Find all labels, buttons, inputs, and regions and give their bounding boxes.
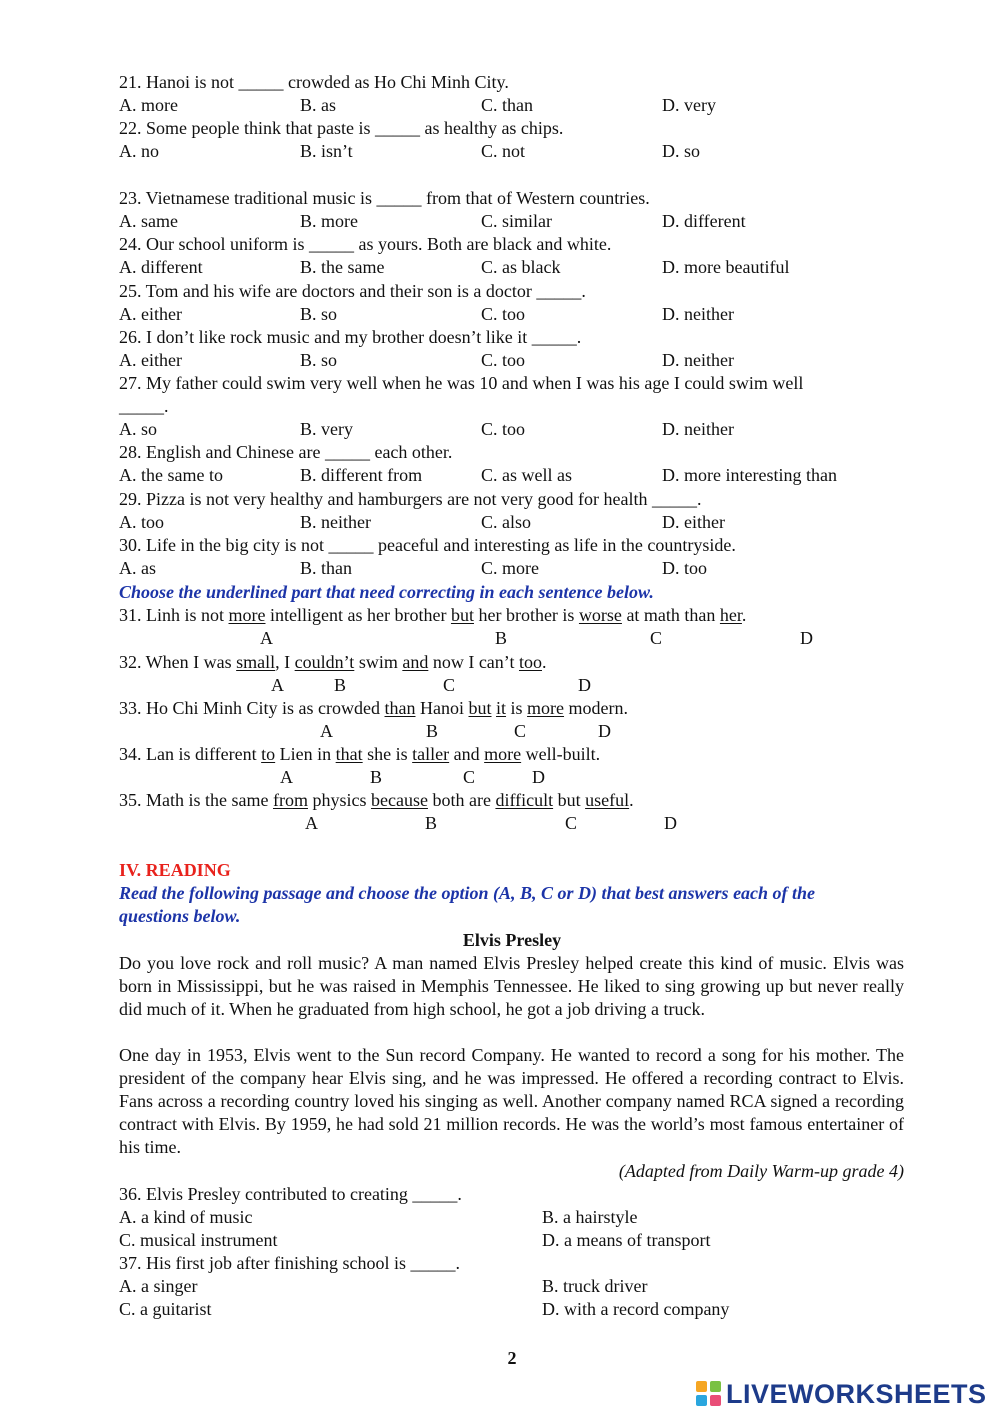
underlined-part: it — [496, 698, 507, 718]
underline-letter: C — [514, 721, 527, 741]
question-text: 27. My father could swim very well when he was 10 and when I was his age I could swim well — [119, 373, 804, 393]
passage-paragraph: One day in 1953, Elvis went to the Sun record Company. He wanted to record a song for his mother. The president of the company hear Elvis sing, and he was impressed. He offered a recording contract to Elvis. Fans across a recording country loved his singing as well. Another company named RCA signed a recording contract with Elvis. By 1959, he had sold 21 million records. He was the world’s most famous entertainer of his time. — [119, 1045, 904, 1157]
underlined-part: worse — [578, 605, 622, 625]
answer-option: B. very — [300, 419, 353, 439]
underline-letter: D — [664, 813, 677, 833]
answer-option: B. the same — [300, 257, 385, 277]
underline-letter: C — [463, 767, 476, 787]
underlined-part: and — [402, 652, 429, 672]
underline-letter: B — [370, 767, 383, 787]
answer-option: B. than — [300, 558, 352, 578]
answer-option: D. more interesting than — [662, 465, 837, 485]
answer-option: D. either — [662, 512, 725, 532]
answer-option: A. either — [119, 350, 182, 370]
sentence-text: modern. — [564, 698, 629, 718]
error-instruction: Choose the underlined part that need correcting in each sentence below. — [119, 582, 654, 602]
answer-option: D. so — [662, 141, 701, 161]
underlined-part: more — [527, 698, 565, 718]
question-text: 36. Elvis Presley contributed to creating _____. — [119, 1184, 462, 1204]
underlined-part: useful — [585, 790, 630, 810]
error-sentence — [119, 697, 628, 719]
underlined-part: more — [484, 744, 522, 764]
liveworksheets-logo-icon — [696, 1381, 722, 1407]
answer-option: B. truck driver — [542, 1276, 648, 1296]
page-number: 2 — [507, 1348, 517, 1368]
answer-option: A. different — [119, 257, 203, 277]
sentence-text: . — [542, 652, 547, 672]
underlined-part: more — [228, 605, 266, 625]
sentence-text: her brother is — [473, 605, 579, 625]
sentence-text: 34. Lan is different — [119, 744, 262, 764]
answer-option: D. neither — [662, 350, 734, 370]
answer-option: D. with a record company — [542, 1299, 730, 1319]
question-text: 23. Vietnamese traditional music is _____ from that of Western countries. — [119, 188, 650, 208]
answer-option: A. a singer — [119, 1276, 198, 1296]
question-text: 28. English and Chinese are _____ each other. — [119, 442, 453, 462]
answer-option: D. very — [662, 95, 716, 115]
underlined-part: than — [384, 698, 416, 718]
question-text: 30. Life in the big city is not _____ peaceful and interesting as life in the countryside. — [119, 535, 736, 555]
error-sentence — [119, 604, 746, 626]
sentence-text: Hanoi — [415, 698, 469, 718]
underlined-part: small — [236, 652, 276, 672]
underlined-part: difficult — [495, 790, 554, 810]
sentence-text: well-built. — [521, 744, 601, 764]
sentence-text: 31. Linh is not — [119, 605, 229, 625]
answer-option: C. as black — [481, 257, 561, 277]
answer-option: C. more — [481, 558, 539, 578]
answer-option: B. as — [300, 95, 336, 115]
underline-letter: A — [320, 721, 333, 741]
underline-letter: C — [565, 813, 578, 833]
sentence-text: 32. When I was — [119, 652, 237, 672]
answer-option: A. so — [119, 419, 158, 439]
error-sentence — [119, 651, 547, 673]
sentence-text: she is — [362, 744, 413, 764]
underlined-part: couldn’t — [294, 652, 355, 672]
answer-option: B. different from — [300, 465, 423, 485]
underline-letter: C — [443, 675, 456, 695]
answer-option: D. different — [662, 211, 746, 231]
underline-letter: D — [578, 675, 591, 695]
underline-letter: C — [650, 628, 663, 648]
question-text: 22. Some people think that paste is _____ as healthy as chips. — [119, 118, 564, 138]
sentence-text: swim — [354, 652, 403, 672]
sentence-text: at math than — [621, 605, 720, 625]
underline-letter: B — [425, 813, 438, 833]
answer-option: A. a kind of music — [119, 1207, 253, 1227]
underlined-part: but — [468, 698, 492, 718]
answer-option: A. no — [119, 141, 159, 161]
sentence-text: both are — [427, 790, 496, 810]
sentence-text: . — [629, 790, 634, 810]
question-blank: _____. — [119, 396, 169, 416]
answer-option: C. a guitarist — [119, 1299, 212, 1319]
sentence-text: 35. Math is the same — [119, 790, 273, 810]
error-sentence — [119, 743, 600, 765]
question-text: 25. Tom and his wife are doctors and their son is a doctor _____. — [119, 281, 586, 301]
sentence-text: . — [741, 605, 747, 625]
error-sentence — [119, 789, 634, 811]
sentence-text: but — [553, 790, 586, 810]
answer-option: B. so — [300, 304, 338, 324]
sentence-text: 33. Ho Chi Minh City is as crowded — [119, 698, 385, 718]
answer-option: D. too — [662, 558, 707, 578]
answer-option: A. either — [119, 304, 182, 324]
answer-option: D. more beautiful — [662, 257, 790, 277]
underlined-part: because — [370, 790, 428, 810]
underline-letter: B — [334, 675, 347, 695]
underlined-part: too — [518, 652, 542, 672]
question-text: 21. Hanoi is not _____ crowded as Ho Chi Minh City. — [119, 72, 509, 92]
reading-instruction: Read the following passage and choose the option (A, B, C or D) that best answers each of the — [119, 883, 816, 903]
underlined-part: from — [272, 790, 308, 810]
answer-option: A. as — [119, 558, 156, 578]
answer-option: A. same — [119, 211, 178, 231]
underlined-part: that — [335, 744, 363, 764]
underlined-part: to — [261, 744, 276, 764]
answer-option: B. a hairstyle — [542, 1207, 638, 1227]
underline-letter: A — [271, 675, 284, 695]
answer-option: C. too — [481, 419, 526, 439]
answer-option: C. not — [481, 141, 526, 161]
underline-letter: A — [305, 813, 318, 833]
liveworksheets-logo-text: LIVEWORKSHEETS — [726, 1378, 987, 1409]
answer-option: A. more — [119, 95, 178, 115]
underline-letter: D — [598, 721, 611, 741]
answer-option: C. similar — [481, 211, 552, 231]
answer-option: C. as well as — [481, 465, 572, 485]
sentence-text: and — [449, 744, 485, 764]
section-title: IV. READING — [119, 860, 231, 880]
underline-letter: D — [532, 767, 545, 787]
underline-letter: B — [426, 721, 439, 741]
answer-option: C. also — [481, 512, 532, 532]
sentence-text: Lien in — [275, 744, 336, 764]
answer-option: A. the same to — [119, 465, 223, 485]
passage-source: (Adapted from Daily Warm-up grade 4) — [618, 1161, 904, 1181]
underline-letter: D — [800, 628, 813, 648]
underlined-part: her — [719, 605, 742, 625]
answer-option: C. musical instrument — [119, 1230, 278, 1250]
liveworksheets-logo[interactable] — [696, 1380, 987, 1408]
sentence-text: now I can’t — [428, 652, 519, 672]
answer-option: C. than — [481, 95, 533, 115]
answer-option: B. isn’t — [300, 141, 353, 161]
answer-option: C. too — [481, 304, 526, 324]
underline-letter: A — [260, 628, 273, 648]
answer-option: D. a means of transport — [542, 1230, 711, 1250]
sentence-text: is — [506, 698, 528, 718]
sentence-text: , I — [275, 652, 295, 672]
answer-option: C. too — [481, 350, 526, 370]
answer-option: A. too — [119, 512, 164, 532]
underlined-part: but — [450, 605, 474, 625]
sentence-text: physics — [307, 790, 371, 810]
answer-option: D. neither — [662, 419, 734, 439]
answer-option: B. neither — [300, 512, 371, 532]
answer-option: B. more — [300, 211, 358, 231]
underline-letter: B — [495, 628, 508, 648]
passage-title: Elvis Presley — [462, 930, 562, 950]
question-text: 24. Our school uniform is _____ as yours. Both are black and white. — [119, 234, 612, 254]
passage-paragraph: Do you love rock and roll music? A man named Elvis Presley helped create this kind of music. Elvis was born in Mississippi, but he was raised in Memphis Tennessee. He liked to sing growing up but never really did much of it. When he graduated from high school, he got a job driving a truck. — [119, 953, 904, 1019]
answer-option: D. neither — [662, 304, 734, 324]
question-text: 29. Pizza is not very healthy and hamburgers are not very good for health _____. — [119, 489, 702, 509]
question-text: 26. I don’t like rock music and my brother doesn’t like it _____. — [119, 327, 582, 347]
underline-letter: A — [280, 767, 293, 787]
answer-option: B. so — [300, 350, 338, 370]
question-text: 37. His first job after finishing school is _____. — [119, 1253, 460, 1273]
reading-instruction: questions below. — [119, 906, 241, 926]
sentence-text: intelligent as her brother — [265, 605, 451, 625]
underlined-part: taller — [412, 744, 450, 764]
